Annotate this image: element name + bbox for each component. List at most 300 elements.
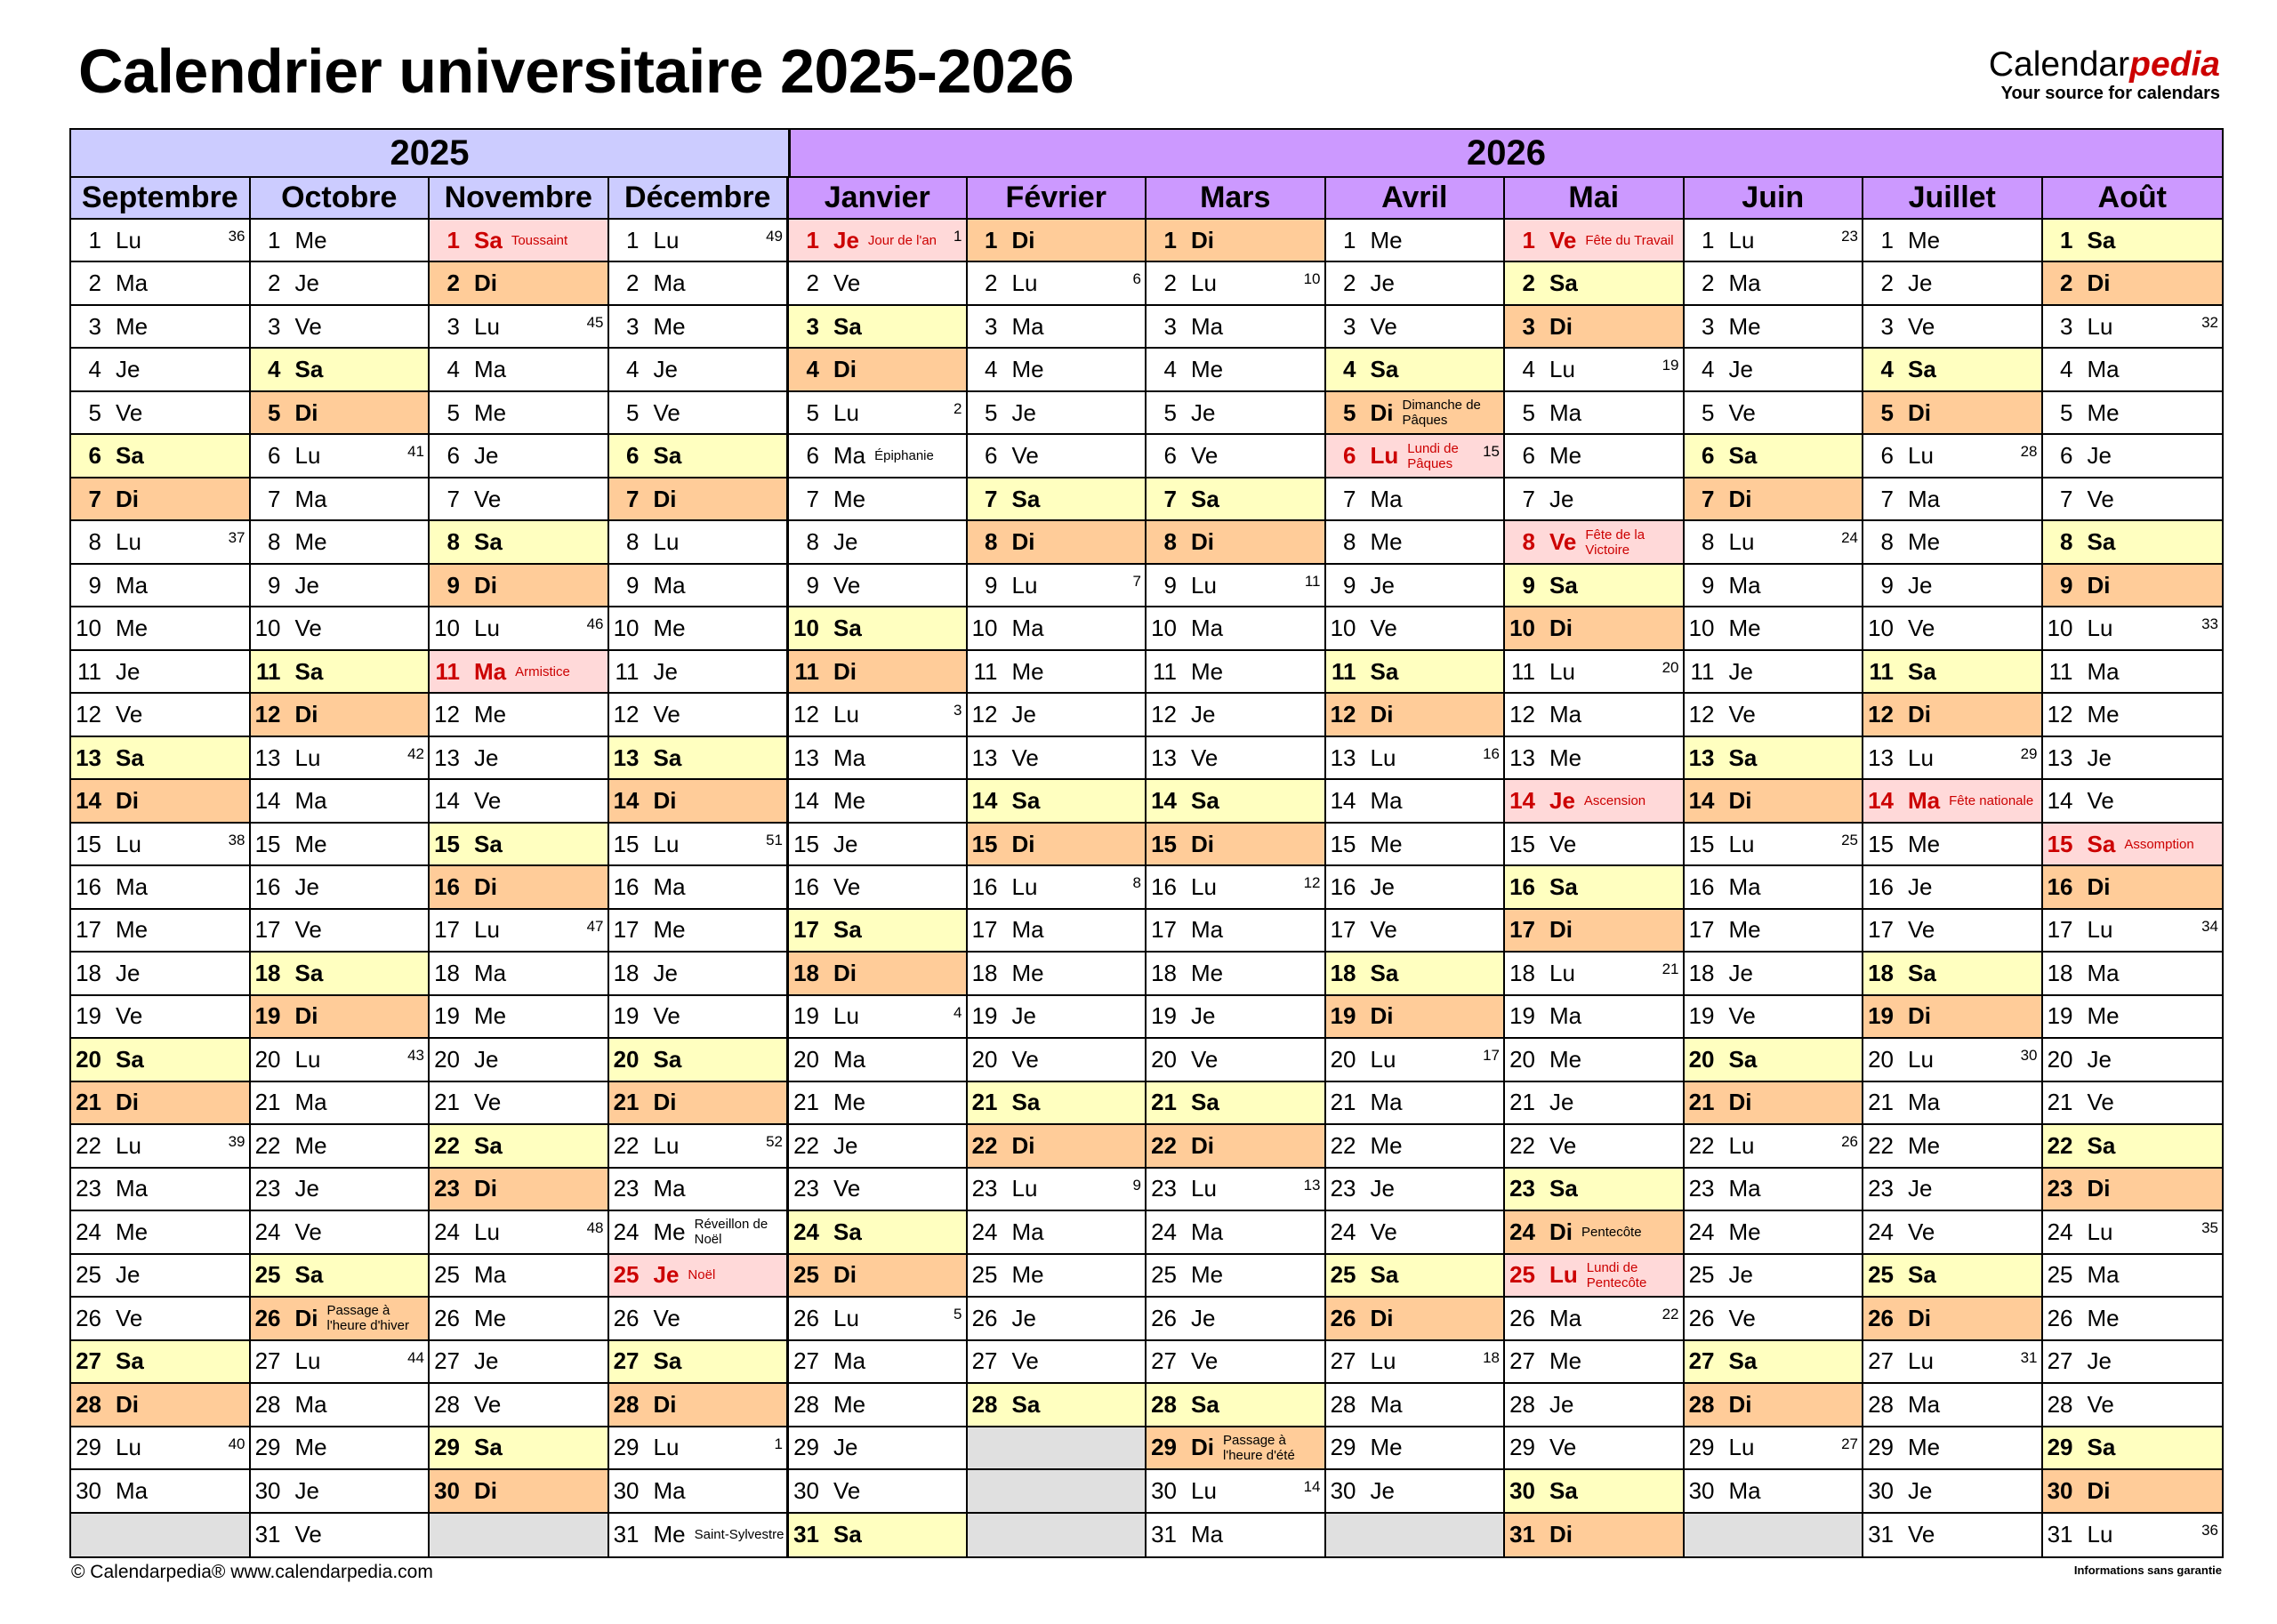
- day-cell[interactable]: [430, 996, 609, 1039]
- day-cell[interactable]: [1326, 1427, 1506, 1470]
- day-cell[interactable]: [71, 1298, 251, 1340]
- day-cell[interactable]: [1505, 1341, 1685, 1384]
- day-cell[interactable]: [1863, 349, 2043, 391]
- day-cell[interactable]: [609, 1384, 789, 1427]
- day-cell[interactable]: [1863, 478, 2043, 521]
- day-cell[interactable]: [430, 1470, 609, 1513]
- day-cell[interactable]: [1863, 780, 2043, 823]
- day-cell[interactable]: [1863, 996, 2043, 1039]
- day-cell[interactable]: [430, 392, 609, 435]
- day-cell[interactable]: [788, 521, 968, 564]
- day-cell[interactable]: [609, 349, 789, 391]
- day-cell[interactable]: [1147, 1169, 1326, 1211]
- day-cell[interactable]: [430, 607, 609, 650]
- day-cell[interactable]: [1147, 1255, 1326, 1298]
- day-cell[interactable]: [1863, 262, 2043, 305]
- day-cell[interactable]: [2043, 694, 2223, 736]
- day-cell[interactable]: [251, 866, 430, 909]
- day-cell[interactable]: [71, 996, 251, 1039]
- day-cell[interactable]: [1147, 349, 1326, 391]
- day-cell[interactable]: [71, 1211, 251, 1254]
- day-cell[interactable]: [1505, 910, 1685, 953]
- day-cell[interactable]: [788, 1470, 968, 1513]
- day-cell[interactable]: [1505, 1039, 1685, 1081]
- day-cell[interactable]: [2043, 392, 2223, 435]
- day-cell[interactable]: [609, 1298, 789, 1340]
- day-cell[interactable]: [968, 478, 1147, 521]
- day-cell[interactable]: [1147, 1082, 1326, 1125]
- day-cell[interactable]: [251, 1514, 430, 1556]
- day-cell[interactable]: [1863, 1255, 2043, 1298]
- day-cell[interactable]: [1505, 1125, 1685, 1168]
- day-cell[interactable]: [71, 349, 251, 391]
- day-cell[interactable]: [1863, 953, 2043, 995]
- day-cell[interactable]: [1147, 1514, 1326, 1556]
- day-cell[interactable]: [1147, 1125, 1326, 1168]
- day-cell[interactable]: [1505, 694, 1685, 736]
- day-cell[interactable]: [609, 392, 789, 435]
- day-cell[interactable]: [788, 1341, 968, 1384]
- day-cell[interactable]: [251, 1341, 430, 1384]
- day-cell[interactable]: [71, 565, 251, 607]
- day-cell[interactable]: [1326, 521, 1506, 564]
- day-cell[interactable]: [788, 435, 968, 478]
- footer-copyright[interactable]: © Calendarpedia® www.calendarpedia.com: [71, 1562, 433, 1582]
- day-cell[interactable]: [1863, 1298, 2043, 1340]
- day-cell[interactable]: [609, 1427, 789, 1470]
- day-cell[interactable]: [71, 1082, 251, 1125]
- day-cell[interactable]: [251, 780, 430, 823]
- day-cell[interactable]: [1863, 521, 2043, 564]
- day-cell[interactable]: [251, 996, 430, 1039]
- day-cell[interactable]: [71, 1039, 251, 1081]
- day-cell[interactable]: [1505, 262, 1685, 305]
- day-cell[interactable]: [251, 1470, 430, 1513]
- day-cell[interactable]: [968, 780, 1147, 823]
- day-cell[interactable]: [968, 565, 1147, 607]
- day-cell[interactable]: [609, 1039, 789, 1081]
- day-cell[interactable]: [2043, 1082, 2223, 1125]
- day-cell[interactable]: [1685, 1427, 1864, 1470]
- day-cell[interactable]: [1147, 694, 1326, 736]
- day-cell[interactable]: [609, 780, 789, 823]
- day-cell[interactable]: [430, 866, 609, 909]
- day-cell[interactable]: [2043, 1427, 2223, 1470]
- day-cell[interactable]: [430, 1427, 609, 1470]
- day-cell[interactable]: [71, 780, 251, 823]
- day-cell[interactable]: [1863, 1082, 2043, 1125]
- day-cell[interactable]: [968, 220, 1147, 262]
- day-cell[interactable]: [1685, 996, 1864, 1039]
- day-cell[interactable]: [1863, 910, 2043, 953]
- day-cell[interactable]: [788, 478, 968, 521]
- day-cell[interactable]: [251, 694, 430, 736]
- day-cell[interactable]: [788, 866, 968, 909]
- day-cell[interactable]: [1147, 607, 1326, 650]
- day-cell[interactable]: [1685, 262, 1864, 305]
- day-cell[interactable]: [430, 1341, 609, 1384]
- day-cell[interactable]: [609, 1125, 789, 1168]
- day-cell[interactable]: [788, 306, 968, 349]
- day-cell[interactable]: [1685, 1169, 1864, 1211]
- day-cell[interactable]: [788, 1255, 968, 1298]
- day-cell[interactable]: [1685, 1039, 1864, 1081]
- day-cell[interactable]: [251, 1427, 430, 1470]
- day-cell[interactable]: [609, 1341, 789, 1384]
- day-cell[interactable]: [1326, 435, 1506, 478]
- day-cell[interactable]: [251, 521, 430, 564]
- day-cell[interactable]: [251, 1298, 430, 1340]
- day-cell[interactable]: [1685, 1470, 1864, 1513]
- day-cell[interactable]: [1863, 1125, 2043, 1168]
- day-cell[interactable]: [968, 521, 1147, 564]
- day-cell[interactable]: [968, 392, 1147, 435]
- day-cell[interactable]: [71, 220, 251, 262]
- day-cell[interactable]: [251, 1125, 430, 1168]
- day-cell[interactable]: [430, 780, 609, 823]
- day-cell[interactable]: [2043, 1211, 2223, 1254]
- day-cell[interactable]: [1685, 694, 1864, 736]
- day-cell[interactable]: [1147, 996, 1326, 1039]
- day-cell[interactable]: [430, 1298, 609, 1340]
- day-cell[interactable]: [1326, 996, 1506, 1039]
- day-cell[interactable]: [1505, 737, 1685, 780]
- day-cell[interactable]: [71, 392, 251, 435]
- day-cell[interactable]: [609, 306, 789, 349]
- day-cell[interactable]: [1685, 306, 1864, 349]
- day-cell[interactable]: [1863, 1211, 2043, 1254]
- day-cell[interactable]: [788, 1514, 968, 1556]
- day-cell[interactable]: [1685, 953, 1864, 995]
- day-cell[interactable]: [968, 1298, 1147, 1340]
- day-cell[interactable]: [1505, 1514, 1685, 1556]
- day-cell[interactable]: [968, 1384, 1147, 1427]
- day-cell[interactable]: [430, 651, 609, 694]
- day-cell[interactable]: [1147, 780, 1326, 823]
- day-cell[interactable]: [251, 565, 430, 607]
- day-cell[interactable]: [251, 1384, 430, 1427]
- day-cell[interactable]: [1326, 1039, 1506, 1081]
- day-cell[interactable]: [1326, 1470, 1506, 1513]
- day-cell[interactable]: [609, 824, 789, 866]
- day-cell[interactable]: [968, 737, 1147, 780]
- day-cell[interactable]: [71, 1341, 251, 1384]
- day-cell[interactable]: [788, 1169, 968, 1211]
- day-cell[interactable]: [71, 1169, 251, 1211]
- day-cell[interactable]: [1505, 521, 1685, 564]
- day-cell[interactable]: [1147, 1039, 1326, 1081]
- day-cell[interactable]: [1505, 1427, 1685, 1470]
- day-cell[interactable]: [430, 1039, 609, 1081]
- day-cell[interactable]: [2043, 780, 2223, 823]
- day-cell[interactable]: [1863, 1039, 2043, 1081]
- day-cell[interactable]: [968, 953, 1147, 995]
- day-cell[interactable]: [1147, 521, 1326, 564]
- day-cell[interactable]: [609, 607, 789, 650]
- brand-logo[interactable]: [1989, 46, 2220, 103]
- day-cell[interactable]: [609, 910, 789, 953]
- day-cell[interactable]: [1505, 996, 1685, 1039]
- day-cell[interactable]: [609, 435, 789, 478]
- day-cell[interactable]: [609, 996, 789, 1039]
- day-cell[interactable]: [1505, 1298, 1685, 1340]
- day-cell[interactable]: [430, 824, 609, 866]
- day-cell[interactable]: [251, 1255, 430, 1298]
- day-cell[interactable]: [1326, 220, 1506, 262]
- day-cell[interactable]: [71, 478, 251, 521]
- day-cell[interactable]: [430, 220, 609, 262]
- day-cell[interactable]: [1326, 1169, 1506, 1211]
- day-cell[interactable]: [1147, 651, 1326, 694]
- day-cell[interactable]: [1685, 1125, 1864, 1168]
- day-cell[interactable]: [788, 694, 968, 736]
- day-cell[interactable]: [71, 1125, 251, 1168]
- day-cell[interactable]: [1505, 1470, 1685, 1513]
- day-cell[interactable]: [968, 1082, 1147, 1125]
- day-cell[interactable]: [1863, 1514, 2043, 1556]
- day-cell[interactable]: [788, 824, 968, 866]
- day-cell[interactable]: [968, 262, 1147, 305]
- day-cell[interactable]: [788, 953, 968, 995]
- day-cell[interactable]: [1685, 780, 1864, 823]
- day-cell[interactable]: [430, 435, 609, 478]
- day-cell[interactable]: [430, 1211, 609, 1254]
- day-cell[interactable]: [1863, 1427, 2043, 1470]
- day-cell[interactable]: [609, 866, 789, 909]
- day-cell[interactable]: [1685, 866, 1864, 909]
- day-cell[interactable]: [1863, 737, 2043, 780]
- day-cell[interactable]: [1326, 694, 1506, 736]
- day-cell[interactable]: [2043, 953, 2223, 995]
- day-cell[interactable]: [609, 521, 789, 564]
- day-cell[interactable]: [609, 565, 789, 607]
- day-cell[interactable]: [71, 910, 251, 953]
- day-cell[interactable]: [788, 392, 968, 435]
- day-cell[interactable]: [1863, 1169, 2043, 1211]
- day-cell[interactable]: [788, 1125, 968, 1168]
- day-cell[interactable]: [968, 694, 1147, 736]
- day-cell[interactable]: [430, 478, 609, 521]
- day-cell[interactable]: [609, 220, 789, 262]
- day-cell[interactable]: [251, 392, 430, 435]
- day-cell[interactable]: [1863, 651, 2043, 694]
- day-cell[interactable]: [71, 866, 251, 909]
- day-cell[interactable]: [788, 607, 968, 650]
- day-cell[interactable]: [1863, 392, 2043, 435]
- day-cell[interactable]: [430, 262, 609, 305]
- day-cell[interactable]: [609, 1514, 789, 1556]
- day-cell[interactable]: [1326, 1211, 1506, 1254]
- day-cell[interactable]: [2043, 996, 2223, 1039]
- day-cell[interactable]: [251, 607, 430, 650]
- day-cell[interactable]: [1326, 392, 1506, 435]
- day-cell[interactable]: [1863, 565, 2043, 607]
- day-cell[interactable]: [788, 1082, 968, 1125]
- day-cell[interactable]: [609, 1169, 789, 1211]
- day-cell[interactable]: [430, 306, 609, 349]
- day-cell[interactable]: [2043, 1341, 2223, 1384]
- day-cell[interactable]: [1326, 1341, 1506, 1384]
- day-cell[interactable]: [788, 1211, 968, 1254]
- day-cell[interactable]: [71, 521, 251, 564]
- day-cell[interactable]: [71, 694, 251, 736]
- day-cell[interactable]: [1863, 306, 2043, 349]
- day-cell[interactable]: [1326, 866, 1506, 909]
- day-cell[interactable]: [609, 478, 789, 521]
- day-cell[interactable]: [1147, 953, 1326, 995]
- day-cell[interactable]: [2043, 651, 2223, 694]
- day-cell[interactable]: [1326, 262, 1506, 305]
- day-cell[interactable]: [1326, 1125, 1506, 1168]
- day-cell[interactable]: [2043, 521, 2223, 564]
- day-cell[interactable]: [251, 349, 430, 391]
- day-cell[interactable]: [788, 910, 968, 953]
- day-cell[interactable]: [609, 1082, 789, 1125]
- day-cell[interactable]: [1863, 607, 2043, 650]
- day-cell[interactable]: [1505, 435, 1685, 478]
- day-cell[interactable]: [788, 220, 968, 262]
- day-cell[interactable]: [2043, 737, 2223, 780]
- day-cell[interactable]: [430, 910, 609, 953]
- day-cell[interactable]: [1147, 262, 1326, 305]
- day-cell[interactable]: [609, 651, 789, 694]
- day-cell[interactable]: [1326, 953, 1506, 995]
- day-cell[interactable]: [71, 1255, 251, 1298]
- day-cell[interactable]: [251, 478, 430, 521]
- day-cell[interactable]: [2043, 1039, 2223, 1081]
- day-cell[interactable]: [968, 349, 1147, 391]
- day-cell[interactable]: [1147, 1211, 1326, 1254]
- day-cell[interactable]: [430, 694, 609, 736]
- day-cell[interactable]: [1863, 220, 2043, 262]
- day-cell[interactable]: [71, 1427, 251, 1470]
- day-cell[interactable]: [1863, 866, 2043, 909]
- day-cell[interactable]: [71, 737, 251, 780]
- day-cell[interactable]: [71, 607, 251, 650]
- day-cell[interactable]: [251, 1039, 430, 1081]
- day-cell[interactable]: [1505, 306, 1685, 349]
- day-cell[interactable]: [609, 1211, 789, 1254]
- day-cell[interactable]: [1685, 392, 1864, 435]
- day-cell[interactable]: [71, 651, 251, 694]
- day-cell[interactable]: [251, 910, 430, 953]
- day-cell[interactable]: [1685, 607, 1864, 650]
- day-cell[interactable]: [1685, 478, 1864, 521]
- day-cell[interactable]: [1147, 866, 1326, 909]
- day-cell[interactable]: [71, 1470, 251, 1513]
- day-cell[interactable]: [609, 694, 789, 736]
- day-cell[interactable]: [1685, 220, 1864, 262]
- day-cell[interactable]: [251, 824, 430, 866]
- day-cell[interactable]: [968, 824, 1147, 866]
- day-cell[interactable]: [1685, 435, 1864, 478]
- day-cell[interactable]: [1685, 1384, 1864, 1427]
- day-cell[interactable]: [2043, 910, 2223, 953]
- day-cell[interactable]: [1685, 824, 1864, 866]
- day-cell[interactable]: [1863, 435, 2043, 478]
- day-cell[interactable]: [430, 349, 609, 391]
- day-cell[interactable]: [1326, 780, 1506, 823]
- day-cell[interactable]: [430, 1082, 609, 1125]
- day-cell[interactable]: [251, 220, 430, 262]
- day-cell[interactable]: [1685, 521, 1864, 564]
- day-cell[interactable]: [71, 1384, 251, 1427]
- day-cell[interactable]: [2043, 565, 2223, 607]
- day-cell[interactable]: [1685, 1211, 1864, 1254]
- day-cell[interactable]: [2043, 220, 2223, 262]
- day-cell[interactable]: [2043, 607, 2223, 650]
- day-cell[interactable]: [968, 306, 1147, 349]
- day-cell[interactable]: [968, 910, 1147, 953]
- day-cell[interactable]: [609, 953, 789, 995]
- day-cell[interactable]: [968, 996, 1147, 1039]
- day-cell[interactable]: [1326, 824, 1506, 866]
- day-cell[interactable]: [609, 1255, 789, 1298]
- day-cell[interactable]: [609, 737, 789, 780]
- day-cell[interactable]: [1505, 607, 1685, 650]
- day-cell[interactable]: [968, 1169, 1147, 1211]
- day-cell[interactable]: [1505, 1169, 1685, 1211]
- day-cell[interactable]: [251, 737, 430, 780]
- day-cell[interactable]: [968, 866, 1147, 909]
- day-cell[interactable]: [609, 262, 789, 305]
- day-cell[interactable]: [251, 1211, 430, 1254]
- day-cell[interactable]: [788, 349, 968, 391]
- day-cell[interactable]: [1326, 1255, 1506, 1298]
- day-cell[interactable]: [1147, 565, 1326, 607]
- day-cell[interactable]: [1505, 651, 1685, 694]
- day-cell[interactable]: [1147, 737, 1326, 780]
- day-cell[interactable]: [1505, 824, 1685, 866]
- day-cell[interactable]: [1147, 1427, 1326, 1470]
- day-cell[interactable]: [2043, 824, 2223, 866]
- day-cell[interactable]: [1326, 1082, 1506, 1125]
- day-cell[interactable]: [1505, 349, 1685, 391]
- day-cell[interactable]: [1326, 1384, 1506, 1427]
- day-cell[interactable]: [1326, 607, 1506, 650]
- day-cell[interactable]: [1147, 478, 1326, 521]
- day-cell[interactable]: [1505, 392, 1685, 435]
- day-cell[interactable]: [71, 824, 251, 866]
- day-cell[interactable]: [968, 435, 1147, 478]
- day-cell[interactable]: [1147, 824, 1326, 866]
- day-cell[interactable]: [1685, 349, 1864, 391]
- day-cell[interactable]: [968, 1125, 1147, 1168]
- day-cell[interactable]: [1685, 651, 1864, 694]
- day-cell[interactable]: [71, 262, 251, 305]
- day-cell[interactable]: [1505, 1384, 1685, 1427]
- day-cell[interactable]: [1685, 737, 1864, 780]
- day-cell[interactable]: [430, 737, 609, 780]
- day-cell[interactable]: [1505, 1211, 1685, 1254]
- day-cell[interactable]: [430, 521, 609, 564]
- day-cell[interactable]: [1863, 1470, 2043, 1513]
- day-cell[interactable]: [1685, 1255, 1864, 1298]
- day-cell[interactable]: [788, 651, 968, 694]
- day-cell[interactable]: [968, 651, 1147, 694]
- day-cell[interactable]: [1326, 565, 1506, 607]
- day-cell[interactable]: [251, 435, 430, 478]
- day-cell[interactable]: [251, 306, 430, 349]
- day-cell[interactable]: [1685, 1298, 1864, 1340]
- day-cell[interactable]: [251, 651, 430, 694]
- day-cell[interactable]: [1147, 1384, 1326, 1427]
- day-cell[interactable]: [1505, 565, 1685, 607]
- day-cell[interactable]: [2043, 349, 2223, 391]
- day-cell[interactable]: [2043, 1255, 2223, 1298]
- day-cell[interactable]: [1147, 435, 1326, 478]
- day-cell[interactable]: [1147, 910, 1326, 953]
